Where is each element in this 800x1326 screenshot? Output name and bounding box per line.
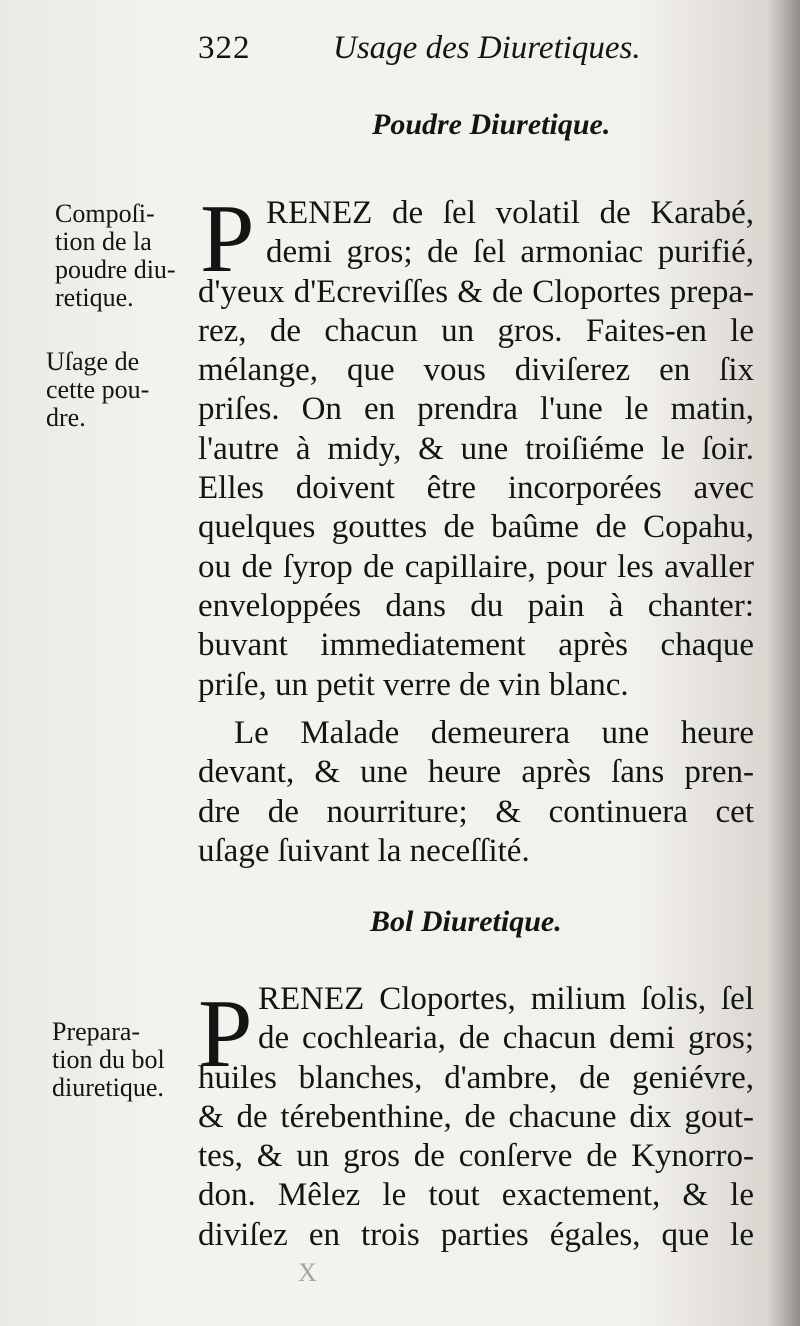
- text-line: devant, & une heure après ſans pren-: [198, 754, 754, 791]
- marginal-line: diuretique.: [52, 1073, 164, 1102]
- text-line: diviſez en trois parties égales, que le: [198, 1216, 754, 1253]
- text-line: dre de nourriture; & continuera cet: [198, 793, 754, 830]
- text-line: l'autre à midy, & une troiſiéme le ſoir.: [198, 430, 754, 467]
- text-line: de cochlearia, de chacun demi gros;: [258, 1020, 754, 1057]
- text-line: demi gros; de ſel armoniac purifié,: [266, 234, 754, 271]
- text-line: Elles doivent être incorporées avec: [198, 470, 754, 507]
- text-line: & de térebenthine, de chacune dix gout-: [198, 1098, 754, 1135]
- page-number: 322: [198, 30, 251, 66]
- marginal-line: Prepara-: [52, 1017, 141, 1046]
- marginal-line: tion du bol: [52, 1045, 165, 1074]
- text-line: mélange, que vous diviſerez en ſix: [198, 352, 754, 389]
- text-line: don. Mêlez le tout exactement, & le: [198, 1177, 754, 1214]
- text-line: enveloppées dans du pain à chanter:: [198, 587, 754, 624]
- catchword: X: [298, 1258, 317, 1287]
- running-title: Usage des Diuretiques.: [333, 30, 641, 66]
- marginal-line: retique.: [55, 283, 134, 312]
- marginal-note-composition: [55, 200, 205, 312]
- marginal-line: poudre diu-: [55, 255, 176, 284]
- paragraph-poudre: [198, 194, 754, 705]
- section-heading-poudre: Poudre Diuretique.: [372, 108, 611, 141]
- text-line: tes, & un gros de conſerve de Kynorro-: [198, 1138, 754, 1175]
- text-line: priſes. On en prendra l'une le matin,: [198, 391, 754, 428]
- text-line: d'yeux d'Ecreviſſes & de Cloportes prepa-: [198, 273, 754, 310]
- running-head: [198, 30, 668, 80]
- text-line: huiles blanches, d'ambre, de geniévre,: [198, 1059, 754, 1096]
- text-line: RENEZ Cloportes, milium ſolis, ſel: [258, 981, 754, 1017]
- marginal-note-usage: [46, 348, 196, 432]
- text-line: rez, de chacun un gros. Faites-en le: [198, 312, 754, 349]
- text-line: RENEZ de ſel volatil de Karabé,: [266, 195, 754, 231]
- marginal-line: Uſage de: [46, 347, 140, 376]
- text-line: uſage ſuivant la neceſſité.: [198, 832, 530, 869]
- section-heading-bol: Bol Diuretique.: [370, 905, 562, 938]
- text-line: buvant immediatement après chaque: [198, 627, 754, 664]
- marginal-note-preparation: [52, 1018, 202, 1102]
- paragraph-bol: [198, 980, 754, 1255]
- marginal-line: cette pou-: [46, 375, 150, 404]
- paragraph-malade: [198, 714, 754, 871]
- marginal-line: dre.: [46, 403, 86, 432]
- text-line: priſe, un petit verre de vin blanc.: [198, 666, 629, 703]
- marginal-line: tion de la: [55, 227, 152, 256]
- text-line: quelques gouttes de baûme de Copahu,: [198, 509, 754, 546]
- marginal-line: Compoſi-: [55, 199, 155, 228]
- text-line: ou de ſyrop de capillaire, pour les avaller: [198, 548, 754, 585]
- drop-cap: P: [200, 185, 255, 293]
- text-line: Le Malade demeurera une heure: [234, 715, 754, 751]
- drop-cap: P: [198, 980, 253, 1088]
